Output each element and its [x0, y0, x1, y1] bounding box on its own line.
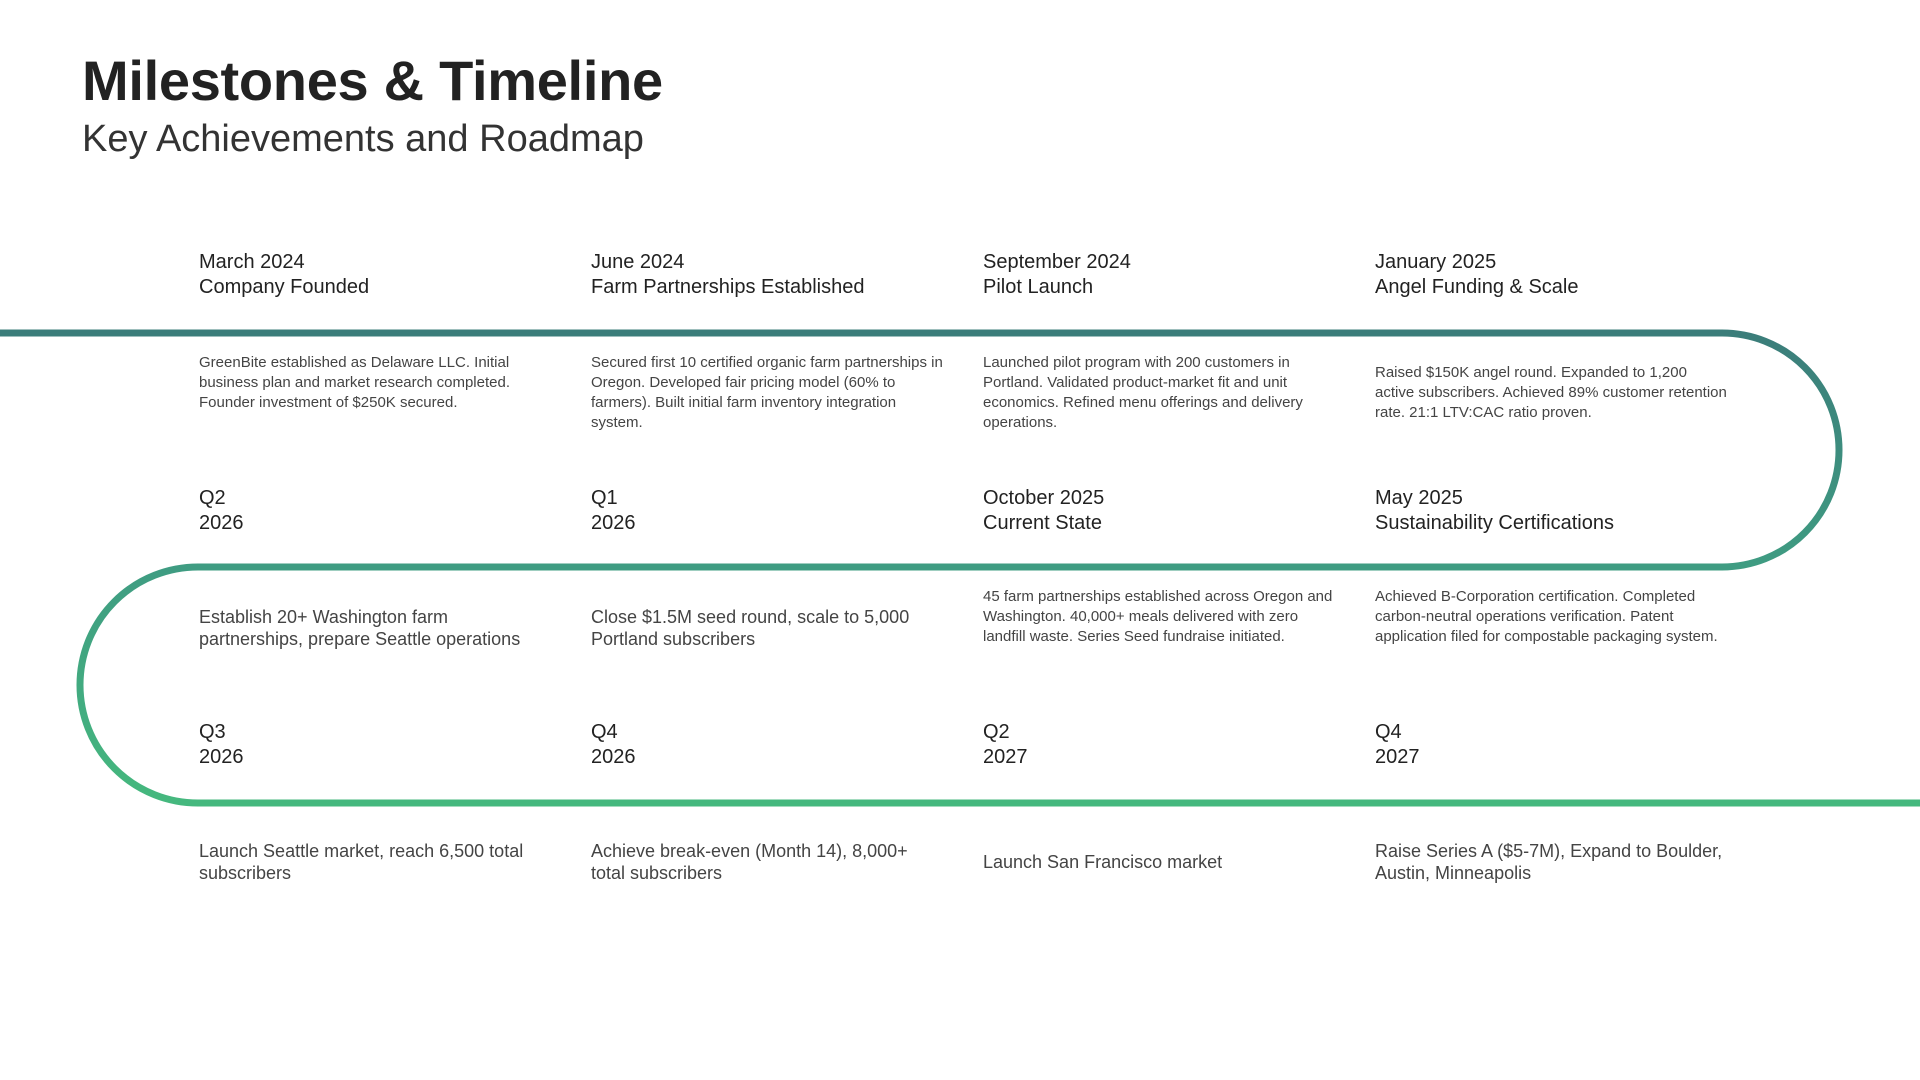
milestone-date: June 2024 — [591, 251, 685, 273]
milestone-title: Angel Funding & Scale — [1375, 276, 1579, 298]
milestone-date: May 2025 — [1375, 487, 1463, 509]
milestone-date: October 2025 — [983, 487, 1105, 509]
milestone-title: 2026 — [591, 512, 636, 534]
milestone-description: Launch Seattle market, reach 6,500 total subscribers — [199, 841, 524, 883]
milestone-date: Q4 — [1375, 721, 1402, 743]
milestone-heading-q2-2027 — [983, 720, 1028, 770]
milestone-heading-october-2025 — [983, 486, 1104, 536]
milestone-description: Achieve break-even (Month 14), 8,000+ total subscribers — [591, 841, 908, 883]
milestone-description: Secured first 10 certified organic farm partnerships in Oregon. Developed fair pricing model (60% to farmers). Built initial farm inventory integration system. — [591, 354, 943, 431]
milestone-date: Q2 — [199, 487, 226, 509]
milestone-date: Q2 — [983, 721, 1010, 743]
milestone-heading-q1-2026 — [591, 486, 636, 536]
milestone-title: Sustainability Certifications — [1375, 512, 1614, 534]
milestone-date: January 2025 — [1375, 251, 1497, 273]
milestone-title: 2026 — [199, 512, 244, 534]
milestone-description: Raised $150K angel round. Expanded to 1,200 active subscribers. Achieved 89% customer retention rate. 21:1 LTV:CAC ratio proven. — [1375, 364, 1727, 421]
milestone-date: Q3 — [199, 721, 226, 743]
milestone-description: Launch San Francisco market — [983, 852, 1223, 872]
milestone-heading-may-2025 — [1375, 486, 1614, 536]
milestone-description: 45 farm partnerships established across Oregon and Washington. 40,000+ meals delivered with zero landfill waste. Series Seed fundraise initiated. — [983, 588, 1333, 645]
milestone-description: Achieved B-Corporation certification. Completed carbon-neutral operations verification. Patent application filed for compostable packaging system. — [1375, 588, 1718, 645]
milestone-heading-q4-2027 — [1375, 720, 1420, 770]
milestone-heading-q4-2026 — [591, 720, 636, 770]
milestone-title: 2027 — [983, 746, 1028, 768]
milestone-description: Establish 20+ Washington farm partnerships, prepare Seattle operations — [199, 607, 521, 649]
milestone-title: Current State — [983, 512, 1102, 534]
milestone-date: Q4 — [591, 721, 618, 743]
milestone-date: September 2024 — [983, 251, 1131, 273]
milestone-description: GreenBite established as Delaware LLC. Initial business plan and market research completed. Founder investment of $250K secured. — [199, 354, 511, 411]
page-subtitle: Key Achievements and Roadmap — [82, 118, 644, 160]
milestone-title: Farm Partnerships Established — [591, 276, 865, 298]
milestone-heading-q2-2026 — [199, 486, 244, 536]
milestone-heading-q3-2026 — [199, 720, 244, 770]
page-title: Milestones & Timeline — [82, 49, 663, 112]
milestone-title: 2026 — [199, 746, 244, 768]
milestone-description: Launched pilot program with 200 customers in Portland. Validated product-market fit and unit economics. Refined menu offerings and delivery operations. — [983, 354, 1303, 431]
milestone-title: Pilot Launch — [983, 276, 1094, 298]
milestone-date: Q1 — [591, 487, 618, 509]
milestone-description: Raise Series A ($5-7M), Expand to Boulder, Austin, Minneapolis — [1375, 841, 1723, 883]
milestone-date: March 2024 — [199, 251, 305, 273]
milestone-title: 2026 — [591, 746, 636, 768]
milestone-description: Close $1.5M seed round, scale to 5,000 Portland subscribers — [591, 607, 910, 649]
milestone-title: 2027 — [1375, 746, 1420, 768]
milestone-title: Company Founded — [199, 276, 370, 298]
